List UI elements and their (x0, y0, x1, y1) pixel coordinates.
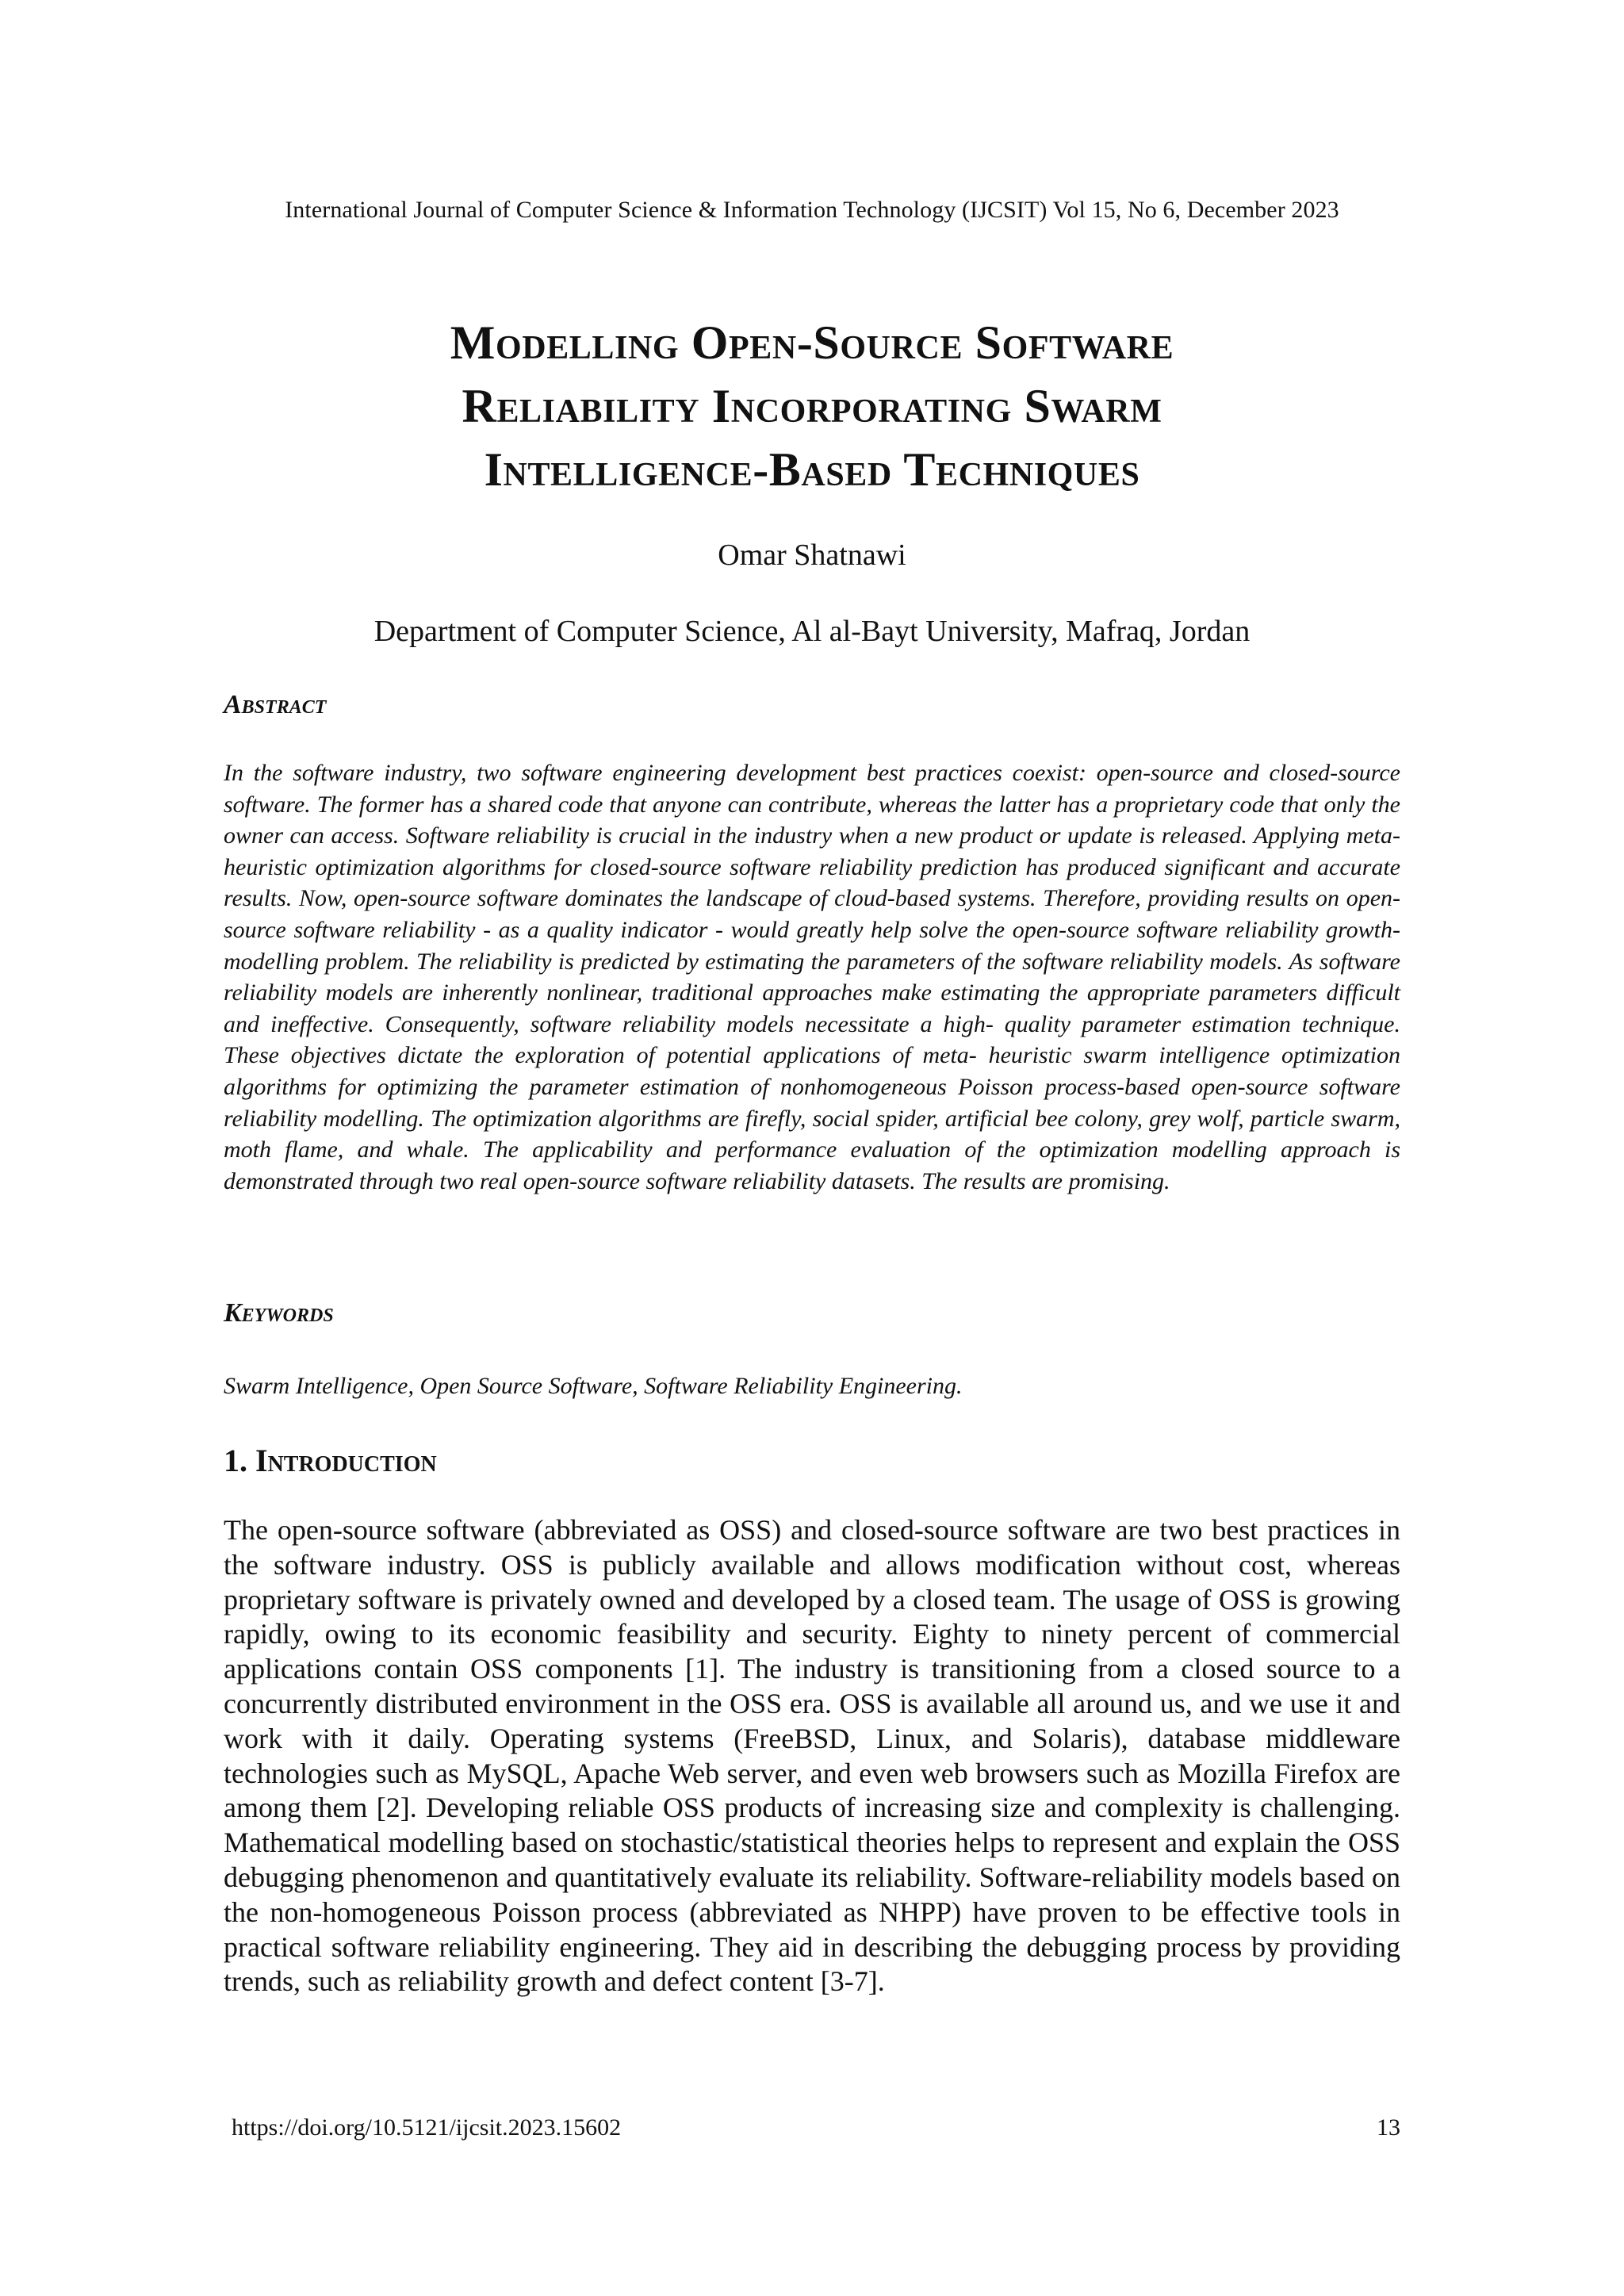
author-affiliation: Department of Computer Science, Al al-Bayt University, Mafraq, Jordan (373, 615, 1251, 648)
page-number: 13 (1377, 2114, 1400, 2141)
doi-link[interactable]: https://doi.org/10.5121/ijcsit.2023.15602 (232, 2114, 622, 2141)
title-line-2: Reliability Incorporating Swarm (462, 380, 1162, 432)
abstract-heading: Abstract (224, 690, 327, 719)
running-header: International Journal of Computer Science & Information Technology (IJCSIT) Vol 15, No 6, December 2023 (285, 197, 1339, 223)
paper-title (238, 311, 1386, 501)
title-line-1: Modelling Open-Source Software (450, 316, 1174, 369)
introduction-heading: 1. Introduction (224, 1443, 437, 1478)
abstract-text: In the software industry, two software engineering development best practices coexist: open-source and closed-source software. The former has a shared code that anyone can contribute, whereas the latter has a proprietary code that only the owner can access. Software reliability is crucial in the industry when a new product or update is released. Applying meta-heuristic optimization algorithms for closed-source software reliability prediction has produced significant and accurate results. Now, open-source software dominates the landscape of cloud-based systems. Therefore, providing results on open- source software reliability - as a quality indicator - would greatly help solve the open-source software reliability growth- modelling problem. The reliability is predicted by estimating the parameters of the software reliability models. As software reliability models are inherently nonlinear, traditional approaches make estimating the appropriate parameters difficult and ineffective. Consequently, software reliability models necessitate a high- quality parameter estimation technique. These objectives dictate the exploration of potential applications of meta- heuristic swarm intelligence optimization algorithms for optimizing the parameter estimation of nonhomogeneous Poisson process-based open-source software reliability modelling. The optimization algorithms are firefly, social spider, artificial bee colony, grey wolf, particle swarm, moth flame, and whale. The applicability and performance evaluation of the optimization modelling approach is demonstrated through two real open-source software reliability datasets. The results are promising. (224, 760, 1400, 1194)
introduction-text: The open-source software (abbreviated as OSS) and closed-source software are two best practices in the software industry. OSS is publicly available and allows modification without cost, whereas proprietary software is privately owned and developed by a closed team. The usage of OSS is growing rapidly, owing to its economic feasibility and security. Eighty to ninety percent of commercial applications contain OSS components [1]. The industry is transitioning from a closed source to a concurrently distributed environment in the OSS era. OSS is available all around us, and we use it and work with it daily. Operating systems (FreeBSD, Linux, and Solaris), database middleware technologies such as MySQL, Apache Web server, and even web browsers such as Mozilla Firefox are among them [2]. Developing reliable OSS products of increasing size and complexity is challenging. Mathematical modelling based on stochastic/statistical theories helps to represent and explain the OSS debugging phenomenon and quantitatively evaluate its reliability. Software-reliability models based on the non-homogeneous Poisson process (abbreviated as NHPP) have proven to be effective tools in practical software reliability engineering. They aid in describing the debugging process by providing trends, such as reliability growth and defect content [3-7]. (224, 1514, 1400, 1998)
keywords-heading: Keywords (224, 1298, 334, 1328)
title-line-3: Intelligence-Based Techniques (484, 443, 1140, 496)
author-name: Omar Shatnawi (718, 539, 906, 572)
keywords-text: Swarm Intelligence, Open Source Software, Software Reliability Engineering. (224, 1373, 963, 1399)
